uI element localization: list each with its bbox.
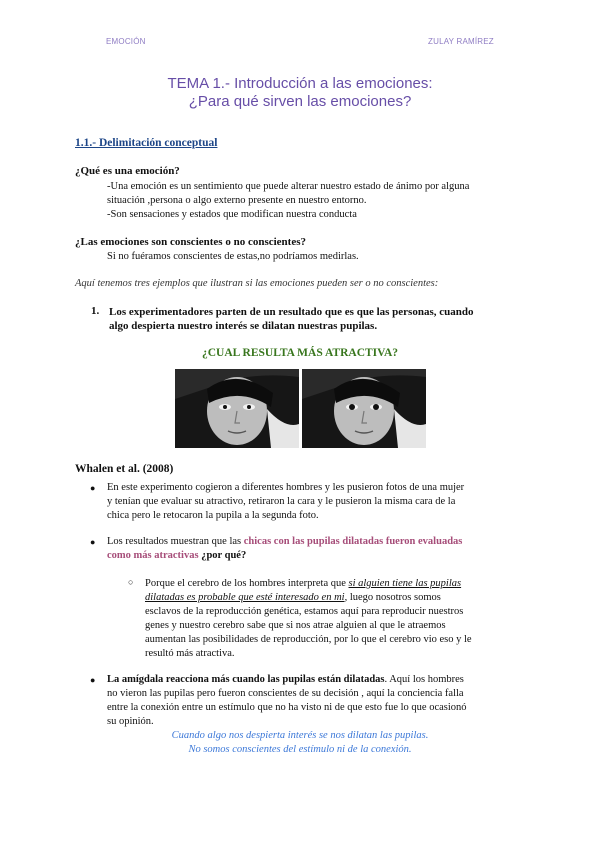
bullet-3-line-2: no vieron las pupilas pero fueron conscientes de su decisión , aquí la conciencia falla bbox=[107, 688, 464, 699]
q1-line-1: -Una emoción es un sentimiento que puede alterar nuestro estado de ánimo por alguna bbox=[107, 181, 470, 192]
sub-underline-1: si alguien tiene las pupilas bbox=[348, 578, 462, 589]
sub-line-3: esclavos de la reproducción genética, estamos aquí para reproducir nuestros bbox=[145, 606, 464, 617]
why-question: ¿por qué? bbox=[198, 550, 247, 561]
bullet-3-line-1 bbox=[107, 673, 464, 687]
sub-bullet-icon: ○ bbox=[128, 577, 134, 587]
results-text: Los resultados muestran que las bbox=[107, 536, 244, 547]
question-title: ¿CUAL RESULTA MÁS ATRACTIVA? bbox=[201, 347, 399, 359]
sub-line-5: aumentan las posibilidades de reproducción, por lo que el cerebro vio eso y le bbox=[145, 634, 472, 645]
sub-pre: Porque el cerebro de los hombres interpreta que bbox=[145, 578, 349, 589]
item-text bbox=[109, 305, 509, 333]
bullet-1-line-2: y tenían que evaluar su atractivo, retiraron la cara y le pusieron la misma cara de la bbox=[107, 496, 456, 507]
closing-line-1: Cuando algo nos despierta interés se nos dilatan las pupilas. bbox=[171, 730, 429, 741]
q1-line-2: situación ,persona o algo externo presente en nuestro entorno. bbox=[107, 195, 367, 206]
bullet-3-line-3: entre la conexión entre un estímulo que no ha visto ni de que esto fue lo que ocasionó bbox=[107, 702, 467, 713]
amygdala-bold: La amígdala reacciona más cuando las pupilas están dilatadas bbox=[107, 674, 385, 685]
amygdala-rest: . Aquí los hombres bbox=[384, 674, 464, 685]
highlight-text-2: como más atractivas bbox=[107, 550, 199, 561]
bullet-1-icon: ● bbox=[90, 483, 96, 493]
bullet-3-icon: ● bbox=[90, 675, 96, 685]
q2-line-1: Si no fuéramos conscientes de estas,no podríamos medirlas. bbox=[107, 251, 359, 262]
intro-italic: Aquí tenemos tres ejemplos que ilustran si las emociones pueden ser o no conscientes: bbox=[75, 278, 439, 289]
q1-line-3: -Son sensaciones y estados que modifican nuestra conducta bbox=[107, 209, 357, 220]
bullet-1-line-1: En este experimento cogieron a diferentes hombres y les pusieron fotos de una mujer bbox=[107, 482, 465, 493]
title-line-2: ¿Para qué sirven las emociones? bbox=[188, 93, 412, 110]
study-heading: Whalen et al. (2008) bbox=[75, 463, 174, 475]
header-right: ZULAY RAMÍREZ bbox=[428, 37, 494, 46]
bullet-2-line-2 bbox=[107, 549, 246, 563]
sub-line-2 bbox=[145, 591, 441, 605]
closing-line-2: No somos conscientes del estímulo ni de la conexión. bbox=[188, 744, 412, 755]
question-heading-2: ¿Las emociones son conscientes o no conscientes? bbox=[75, 236, 306, 248]
sub-line-4: genes y nuestro cerebro sabe que si nos atrae alguien al que le atraemos bbox=[145, 620, 446, 631]
bullet-2-icon: ● bbox=[90, 537, 96, 547]
sub-mid: , luego nosotros somos bbox=[344, 592, 441, 603]
face-image-right bbox=[302, 369, 426, 448]
item-line-2: algo despierta nuestro interés se dilatan nuestras pupilas. bbox=[109, 320, 378, 332]
highlight-text-1: chicas con las pupilas dilatadas fueron evaluadas bbox=[243, 536, 463, 547]
sub-underline-2: dilatadas es probable que esté interesado en mi bbox=[145, 592, 345, 603]
section-heading: 1.1.- Delimitación conceptual bbox=[75, 137, 218, 149]
bullet-3-line-4: su opinión. bbox=[107, 716, 154, 727]
face-photo-right bbox=[302, 369, 426, 448]
header-left: EMOCIÓN bbox=[106, 37, 146, 46]
sub-line-1 bbox=[145, 577, 461, 591]
title-line-1: TEMA 1.- Introducción a las emociones: bbox=[167, 75, 433, 92]
sub-line-6: resultó más atractiva. bbox=[145, 648, 235, 659]
face-image-left bbox=[175, 369, 299, 448]
bullet-2-line-1 bbox=[107, 535, 462, 549]
face-photo-left bbox=[175, 369, 299, 448]
question-heading-1: ¿Qué es una emoción? bbox=[75, 165, 180, 177]
bullet-1-line-3: chica pero le retocaron la pupila a la segunda foto. bbox=[107, 510, 319, 521]
item-number: 1. bbox=[91, 305, 100, 317]
item-line-1: Los experimentadores parten de un resultado que es que las personas, cuando bbox=[109, 306, 474, 318]
